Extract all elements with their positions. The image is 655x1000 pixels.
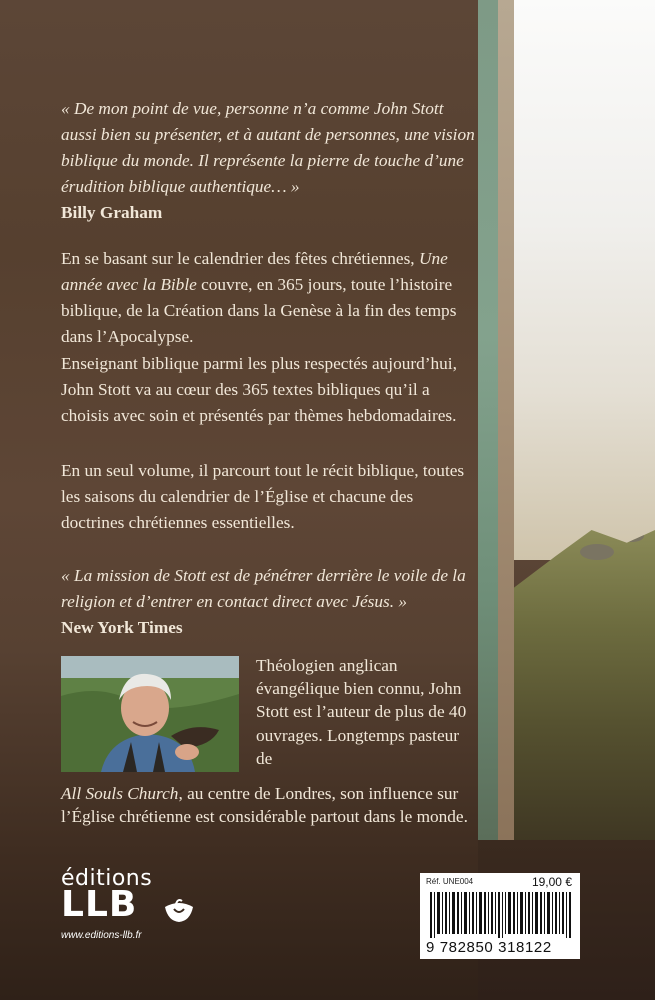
quote-text: « De mon point de vue, personne n’a comme John Stott aussi bien su présenter, et à autant de personnes, une vision biblique du monde. Il représente la pierre de touche d’une érudition biblique authentique… »	[61, 99, 475, 196]
reference-code: Réf. UNE004	[426, 877, 474, 886]
book-title: Une année avec la Bible	[61, 249, 448, 294]
logo-llb-text: LLB	[61, 884, 138, 925]
green-stripe	[478, 0, 498, 840]
p1-rest: couvre, en 365 jours, toute l’histoire biblique, de la Création dans la Genèse à la fin des temps dans l’Apocalypse.	[61, 275, 457, 346]
tan-stripe	[498, 0, 514, 840]
author-photo	[61, 656, 239, 772]
quote-author: New York Times	[61, 618, 183, 637]
endorsement-quote-1	[61, 96, 476, 226]
endorsement-quote-2	[61, 563, 476, 641]
logo-editions-text: éditions	[61, 866, 153, 891]
quote-text: « La mission de Stott est de pénétrer derrière le voile de la religion et d’entrer en contact direct avec Jésus. »	[61, 566, 466, 611]
publisher-logo	[58, 866, 208, 946]
barcode-bars	[430, 892, 572, 938]
church-name: All Souls Church	[61, 784, 179, 803]
p1-intro: En se basant sur le calendrier des fêtes chrétiennes,	[61, 249, 415, 268]
description-paragraph-3	[61, 458, 476, 536]
author-bio-continued	[61, 782, 476, 828]
description-paragraph-1	[61, 246, 476, 350]
bio-text-after: , au centre de Londres, son influence sur l’Église chrétienne est considérable partout dans le monde.	[61, 784, 468, 827]
author-bio-intro	[256, 654, 476, 770]
p2-text: Enseignant biblique parmi les plus respectés aujourd’hui, John Stott va au cœur des 365 textes bibliques qu’il a choisis avec soin et présentés par thèmes hebdomadaires.	[61, 354, 457, 425]
barcode-label	[420, 873, 580, 959]
isbn-number: 9 782850 318122	[426, 939, 552, 956]
landscape-sky	[514, 0, 655, 560]
landscape-hill	[514, 530, 655, 850]
description-paragraph-2	[61, 351, 476, 429]
price: 19,00 €	[531, 875, 572, 889]
quote-author: Billy Graham	[61, 203, 163, 222]
bio-text-before: Théologien anglican évangélique bien connu, John Stott est l’auteur de plus de 40 ouvrages. Longtemps pasteur de	[256, 656, 467, 768]
cup-icon	[162, 895, 196, 925]
publisher-url: www.editions-llb.fr	[61, 930, 142, 941]
p3-text: En un seul volume, il parcourt tout le récit biblique, toutes les saisons du calendrier de l’Église et chacune des doctrines chrétiennes essentielles.	[61, 461, 465, 532]
